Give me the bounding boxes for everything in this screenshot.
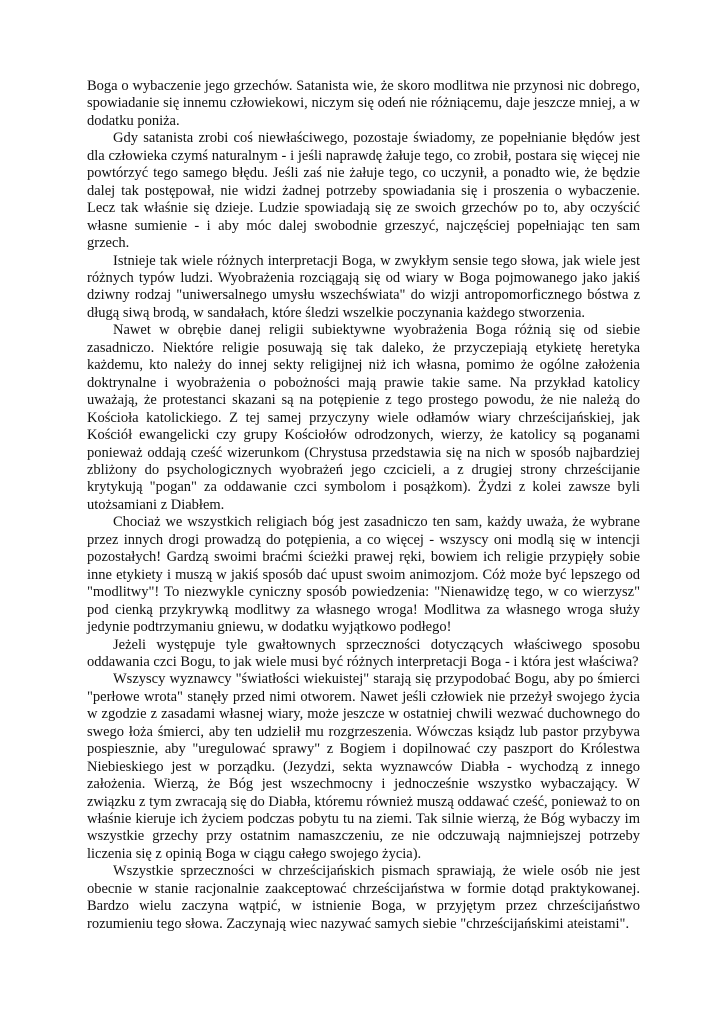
paragraph-3: Istnieje tak wiele różnych interpretacji Boga, w zwykłym sensie tego słowa, jak wiele jest różnych typów ludzi. Wyobrażenia rozciągają się od wiary w Boga pojmowanego jako jakiś dziwny rodzaj "uniwersalnego umysłu wszechświata" do wizji antropomorficznego bóstwa z długą siwą brodą, w sandałach, które śledzi wszelkie poczynania każdego stworzenia. <box>87 252 640 321</box>
paragraph-7: Wszyscy wyznawcy "światłości wiekuistej" starają się przypodobać Bogu, aby po śmierci "perłowe wrota" stanęły przed nimi otworem. Nawet jeśli człowiek nie przeżył swojego życia w zgodzie z zasadami własnej wiary, może jeszcze w ostatniej chwili wezwać duchownego do swego łoża śmierci, aby ten udzielił mu rozgrzeszenia. Wówczas ksiądz lub pastor przybywa pospiesznie, aby "uregulować sprawy" z Bogiem i dopilnować czy paszport do Królestwa Niebieskiego jest w porządku. (Jezydzi, sekta wyznawców Diabła - wychodzą z innego założenia. Wierzą, że Bóg jest wszechmocny i jednocześnie wszystko wybaczający. W związku z tym zwracają się do Diabła, któremu również muszą oddawać cześć, ponieważ to on właśnie kieruje ich życiem podczas pobytu tu na ziemi. Tak silnie wierzą, że Bóg wybaczy im wszystkie grzechy przy ostatnim namaszczeniu, ze nie odczuwają najmniejszej potrzeby liczenia się z opinią Boga w ciągu całego swojego życia). <box>87 671 640 862</box>
paragraph-5: Chociaż we wszystkich religiach bóg jest zasadniczo ten sam, każdy uważa, że wybrane przez innych drogi prowadzą do potępienia, a co więcej - wszyscy oni modlą się w intencji pozostałych! Gardzą swoimi braćmi ścieżki prawej ręki, bowiem ich religie przypięły sobie inne etykiety i muszą w jakiś sposób dać upust swoim animozjom. Cóż może być lepszego od "modlitwy"! To niezwykle cyniczny sposób powiedzenia: "Nienawidzę tego, w co wierzysz" pod cienką przykrywką modlitwy za własnego wroga! Modlitwa za własnego wroga służy jedynie podtrzymaniu gniewu, w dodatku wyjątkowo podłego! <box>87 514 640 636</box>
paragraph-1: Boga o wybaczenie jego grzechów. Satanista wie, że skoro modlitwa nie przynosi nic dobrego, spowiadanie się innemu człowiekowi, niczym się odeń nie różniącemu, daje jeszcze mniej, a w dodatku poniża. <box>87 78 640 129</box>
paragraph-6: Jeżeli występuje tyle gwałtownych sprzeczności dotyczących właściwego sposobu oddawania czci Bogu, to jak wiele musi być różnych interpretacji Boga - i która jest właściwa? <box>87 636 640 670</box>
document-page <box>87 78 640 933</box>
paragraph-8: Wszystkie sprzeczności w chrześcijańskich pismach sprawiają, że wiele osób nie jest obecnie w stanie racjonalnie zaakceptować chrześcijaństwa w formie dotąd praktykowanej. Bardzo wielu zaczyna wątpić, w istnienie Boga, w przyjętym przez chrześcijaństwo rozumieniu tego słowa. Zaczynają wiec nazywać samych siebie "chrześcijańskimi ateistami". <box>87 863 640 932</box>
paragraph-4: Nawet w obrębie danej religii subiektywne wyobrażenia Boga różnią się od siebie zasadniczo. Niektóre religie posuwają się tak daleko, że przyczepiają etykietę heretyka każdemu, kto należy do innej sekty religijnej niż ich własna, pomimo że ogólne założenia doktrynalne i wyobrażenia o pobożności mają prawie takie same. Na przykład katolicy uważają, że protestanci skazani są na potępienie z tego prostego powodu, że nie należą do Kościoła katolickiego. Z tej samej przyczyny wiele odłamów wiary chrześcijańskiej, jak Kościół ewangelicki czy grupy Kościołów odrodzonych, wierzy, że katolicy są poganami ponieważ oddają cześć wizerunkom (Chrystusa przedstawia się na nich w sposób najbardziej zbliżony do psychologicznych wyobrażeń jego czcicieli, a z drugiej strony chrześcijanie krytykują "pogan" za oddawanie czci symbolom i posążkom). Żydzi z kolei zawsze byli utożsamiani z Diabłem. <box>87 322 640 513</box>
paragraph-2: Gdy satanista zrobi coś niewłaściwego, pozostaje świadomy, ze popełnianie błędów jest dla człowieka czymś naturalnym - i jeśli naprawdę żałuje tego, co zrobił, postara się więcej nie powtórzyć tego samego błędu. Jeśli zaś nie żałuje tego, co uczynił, a ponadto wie, że będzie dalej tak postępował, nie widzi żadnej potrzeby spowiadania się i proszenia o wybaczenie. Lecz tak właśnie się dzieje. Ludzie spowiadają się ze swoich grzechów po to, aby oczyścić własne sumienie - i aby móc dalej swobodnie grzeszyć, najczęściej popełniając ten sam grzech. <box>87 130 640 252</box>
